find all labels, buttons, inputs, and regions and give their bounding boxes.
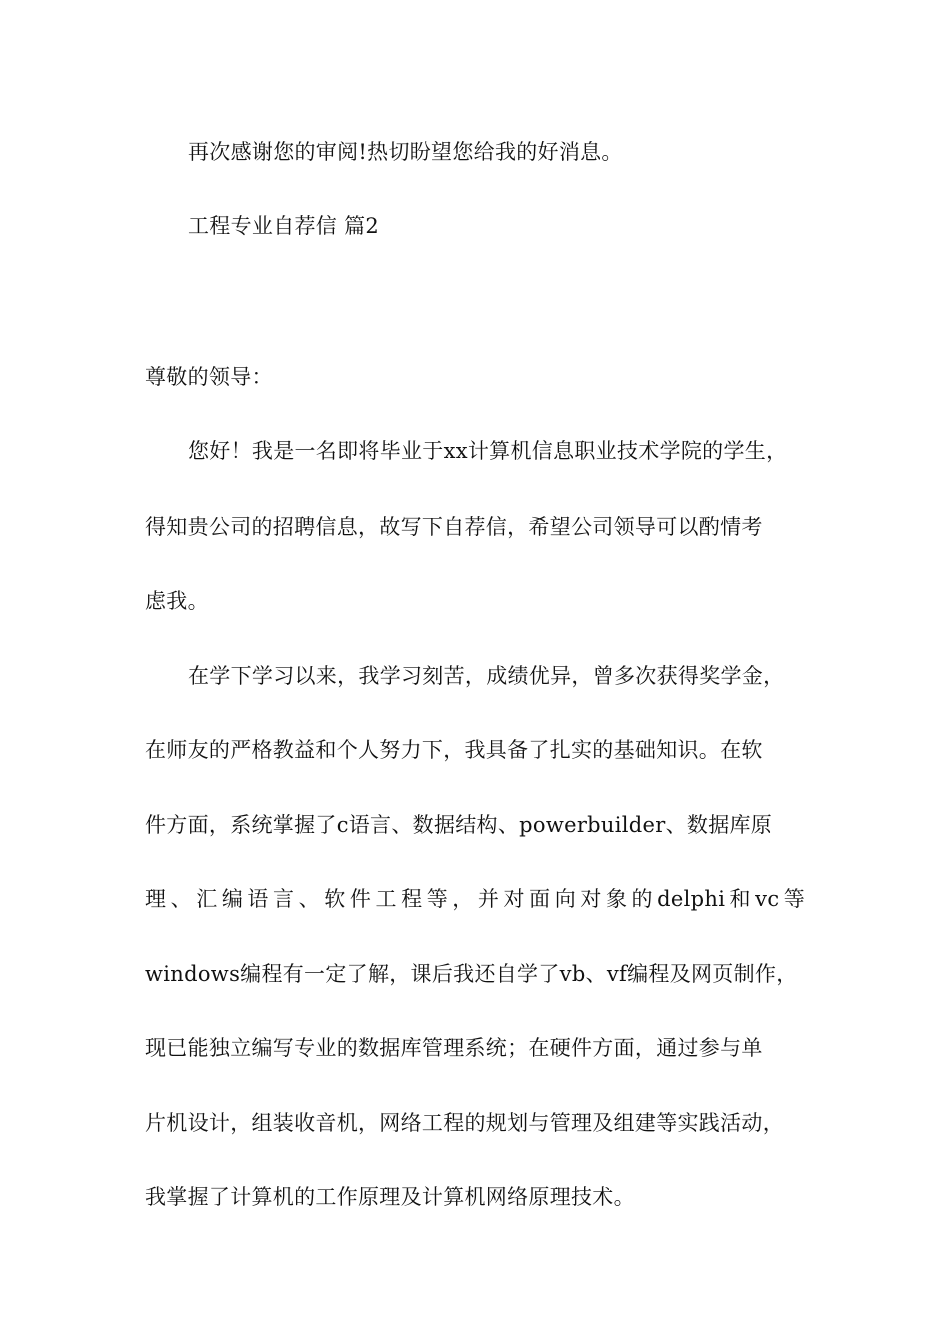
paragraph-line: 在师友的严格教益和个人努力下，我具备了扎实的基础知识。在软 <box>145 738 763 762</box>
paragraph-line: 我掌握了计算机的工作原理及计算机网络原理技术。 <box>145 1185 635 1209</box>
salutation: 尊敬的领导： <box>145 365 273 389</box>
paragraph-line: 得知贵公司的招聘信息，故写下自荐信，希望公司领导可以酌情考 <box>145 515 763 539</box>
paragraph-line: windows编程有一定了解，课后我还自学了vb、vf编程及网页制作， <box>145 962 798 986</box>
closing-line: 再次感谢您的审阅!热切盼望您给我的好消息。 <box>188 140 623 164</box>
paragraph-line: 虑我。 <box>145 589 209 613</box>
paragraph-line: 在学下学习以来，我学习刻苦，成绩优异，曾多次获得奖学金， <box>188 664 785 688</box>
section-heading: 工程专业自荐信 篇2 <box>188 214 380 238</box>
paragraph-line: 片机设计，组装收音机，网络工程的规划与管理及组建等实践活动， <box>145 1111 784 1135</box>
paragraph-line: 件方面，系统掌握了c语言、数据结构、powerbuilder、数据库原 <box>145 813 773 837</box>
paragraph-line: 理、汇编语言、软件工程等，并对面向对象的delphi和vc等 <box>145 887 805 911</box>
paragraph-line: 您好！我是一名即将毕业于xx计算机信息职业技术学院的学生， <box>188 439 788 463</box>
paragraph-line: 现已能独立编写专业的数据库管理系统；在硬件方面，通过参与单 <box>145 1036 763 1060</box>
